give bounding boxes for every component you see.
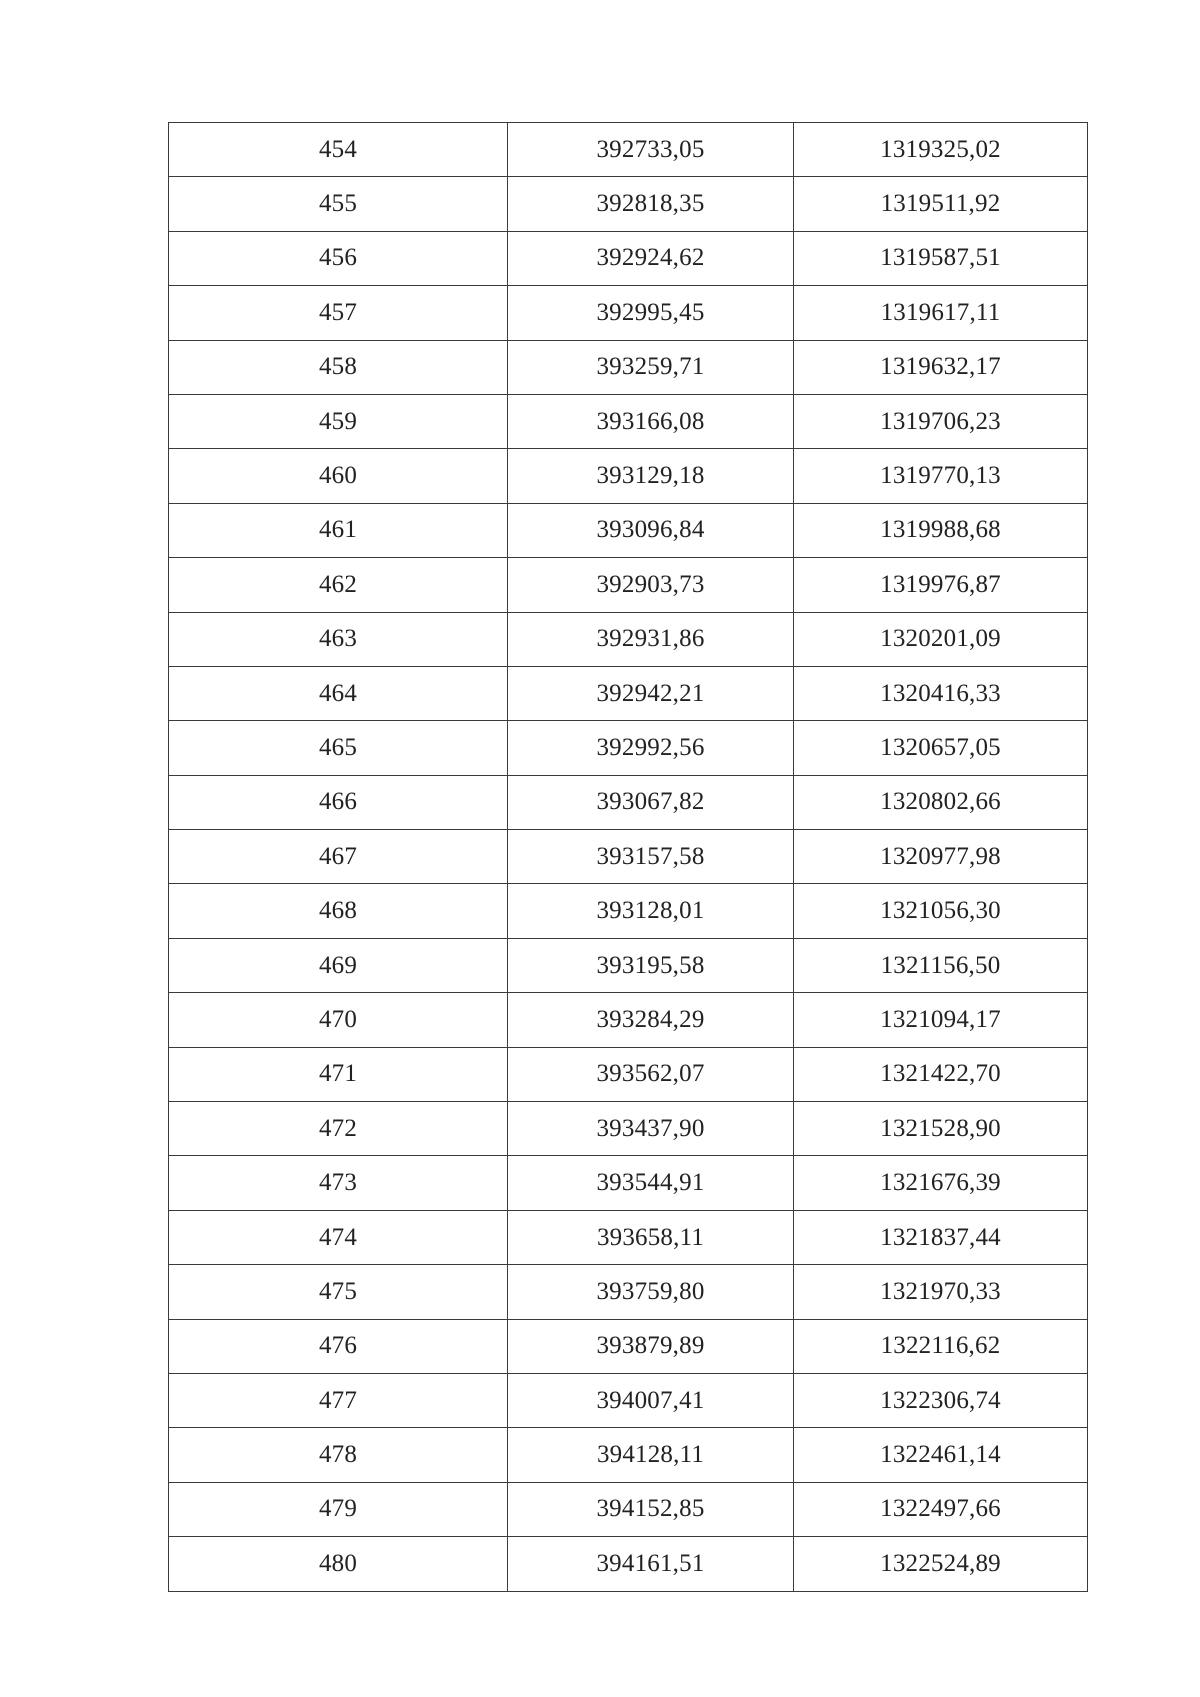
coordinates-table-body <box>169 123 1088 1592</box>
y-coordinate-cell: 1319988,68 <box>794 503 1088 557</box>
point-number-cell: 465 <box>169 721 508 775</box>
point-number-cell: 471 <box>169 1047 508 1101</box>
point-number-cell: 470 <box>169 993 508 1047</box>
x-coordinate-cell: 392818,35 <box>508 177 794 231</box>
x-coordinate-cell: 392995,45 <box>508 286 794 340</box>
x-coordinate-cell: 393658,11 <box>508 1210 794 1264</box>
point-number-cell: 476 <box>169 1319 508 1373</box>
y-coordinate-cell: 1319325,02 <box>794 123 1088 177</box>
point-number-cell: 463 <box>169 612 508 666</box>
y-coordinate-cell: 1319976,87 <box>794 558 1088 612</box>
table-row <box>169 775 1088 829</box>
point-number-cell: 460 <box>169 449 508 503</box>
table-row <box>169 177 1088 231</box>
x-coordinate-cell: 393166,08 <box>508 394 794 448</box>
point-number-cell: 462 <box>169 558 508 612</box>
x-coordinate-cell: 393129,18 <box>508 449 794 503</box>
point-number-cell: 479 <box>169 1482 508 1536</box>
y-coordinate-cell: 1320416,33 <box>794 666 1088 720</box>
table-row <box>169 1265 1088 1319</box>
y-coordinate-cell: 1321970,33 <box>794 1265 1088 1319</box>
y-coordinate-cell: 1319632,17 <box>794 340 1088 394</box>
point-number-cell: 455 <box>169 177 508 231</box>
table-row <box>169 1428 1088 1482</box>
table-row <box>169 286 1088 340</box>
y-coordinate-cell: 1320201,09 <box>794 612 1088 666</box>
x-coordinate-cell: 393195,58 <box>508 938 794 992</box>
y-coordinate-cell: 1321156,50 <box>794 938 1088 992</box>
y-coordinate-cell: 1320657,05 <box>794 721 1088 775</box>
x-coordinate-cell: 392942,21 <box>508 666 794 720</box>
y-coordinate-cell: 1321837,44 <box>794 1210 1088 1264</box>
x-coordinate-cell: 392992,56 <box>508 721 794 775</box>
table-row <box>169 1102 1088 1156</box>
y-coordinate-cell: 1321422,70 <box>794 1047 1088 1101</box>
point-number-cell: 474 <box>169 1210 508 1264</box>
table-row <box>169 938 1088 992</box>
point-number-cell: 469 <box>169 938 508 992</box>
x-coordinate-cell: 393437,90 <box>508 1102 794 1156</box>
point-number-cell: 458 <box>169 340 508 394</box>
table-row <box>169 721 1088 775</box>
point-number-cell: 456 <box>169 231 508 285</box>
point-number-cell: 459 <box>169 394 508 448</box>
point-number-cell: 468 <box>169 884 508 938</box>
y-coordinate-cell: 1319706,23 <box>794 394 1088 448</box>
y-coordinate-cell: 1321056,30 <box>794 884 1088 938</box>
x-coordinate-cell: 393157,58 <box>508 830 794 884</box>
table-row <box>169 830 1088 884</box>
y-coordinate-cell: 1319617,11 <box>794 286 1088 340</box>
table-row <box>169 340 1088 394</box>
y-coordinate-cell: 1319770,13 <box>794 449 1088 503</box>
x-coordinate-cell: 392733,05 <box>508 123 794 177</box>
y-coordinate-cell: 1322524,89 <box>794 1537 1088 1591</box>
table-row <box>169 1156 1088 1210</box>
y-coordinate-cell: 1322116,62 <box>794 1319 1088 1373</box>
table-row <box>169 394 1088 448</box>
x-coordinate-cell: 393259,71 <box>508 340 794 394</box>
y-coordinate-cell: 1319511,92 <box>794 177 1088 231</box>
table-row <box>169 558 1088 612</box>
table-row <box>169 1047 1088 1101</box>
y-coordinate-cell: 1320977,98 <box>794 830 1088 884</box>
point-number-cell: 457 <box>169 286 508 340</box>
table-row <box>169 993 1088 1047</box>
table-row <box>169 884 1088 938</box>
x-coordinate-cell: 393879,89 <box>508 1319 794 1373</box>
y-coordinate-cell: 1319587,51 <box>794 231 1088 285</box>
point-number-cell: 473 <box>169 1156 508 1210</box>
x-coordinate-cell: 394152,85 <box>508 1482 794 1536</box>
table-row <box>169 503 1088 557</box>
y-coordinate-cell: 1322461,14 <box>794 1428 1088 1482</box>
point-number-cell: 480 <box>169 1537 508 1591</box>
y-coordinate-cell: 1320802,66 <box>794 775 1088 829</box>
x-coordinate-cell: 392903,73 <box>508 558 794 612</box>
table-row <box>169 123 1088 177</box>
x-coordinate-cell: 393128,01 <box>508 884 794 938</box>
y-coordinate-cell: 1321676,39 <box>794 1156 1088 1210</box>
point-number-cell: 461 <box>169 503 508 557</box>
table-row <box>169 1373 1088 1427</box>
x-coordinate-cell: 394161,51 <box>508 1537 794 1591</box>
table-row <box>169 1482 1088 1536</box>
table-row <box>169 449 1088 503</box>
point-number-cell: 464 <box>169 666 508 720</box>
y-coordinate-cell: 1321094,17 <box>794 993 1088 1047</box>
x-coordinate-cell: 393759,80 <box>508 1265 794 1319</box>
x-coordinate-cell: 393562,07 <box>508 1047 794 1101</box>
table-row <box>169 1210 1088 1264</box>
point-number-cell: 477 <box>169 1373 508 1427</box>
point-number-cell: 475 <box>169 1265 508 1319</box>
coordinates-table <box>168 122 1088 1592</box>
table-row <box>169 666 1088 720</box>
point-number-cell: 454 <box>169 123 508 177</box>
point-number-cell: 466 <box>169 775 508 829</box>
x-coordinate-cell: 394128,11 <box>508 1428 794 1482</box>
x-coordinate-cell: 392931,86 <box>508 612 794 666</box>
x-coordinate-cell: 393096,84 <box>508 503 794 557</box>
y-coordinate-cell: 1321528,90 <box>794 1102 1088 1156</box>
point-number-cell: 467 <box>169 830 508 884</box>
x-coordinate-cell: 393067,82 <box>508 775 794 829</box>
x-coordinate-cell: 393284,29 <box>508 993 794 1047</box>
table-row <box>169 1319 1088 1373</box>
y-coordinate-cell: 1322306,74 <box>794 1373 1088 1427</box>
point-number-cell: 472 <box>169 1102 508 1156</box>
x-coordinate-cell: 394007,41 <box>508 1373 794 1427</box>
y-coordinate-cell: 1322497,66 <box>794 1482 1088 1536</box>
table-row <box>169 612 1088 666</box>
x-coordinate-cell: 392924,62 <box>508 231 794 285</box>
x-coordinate-cell: 393544,91 <box>508 1156 794 1210</box>
table-row <box>169 231 1088 285</box>
point-number-cell: 478 <box>169 1428 508 1482</box>
table-row <box>169 1537 1088 1591</box>
